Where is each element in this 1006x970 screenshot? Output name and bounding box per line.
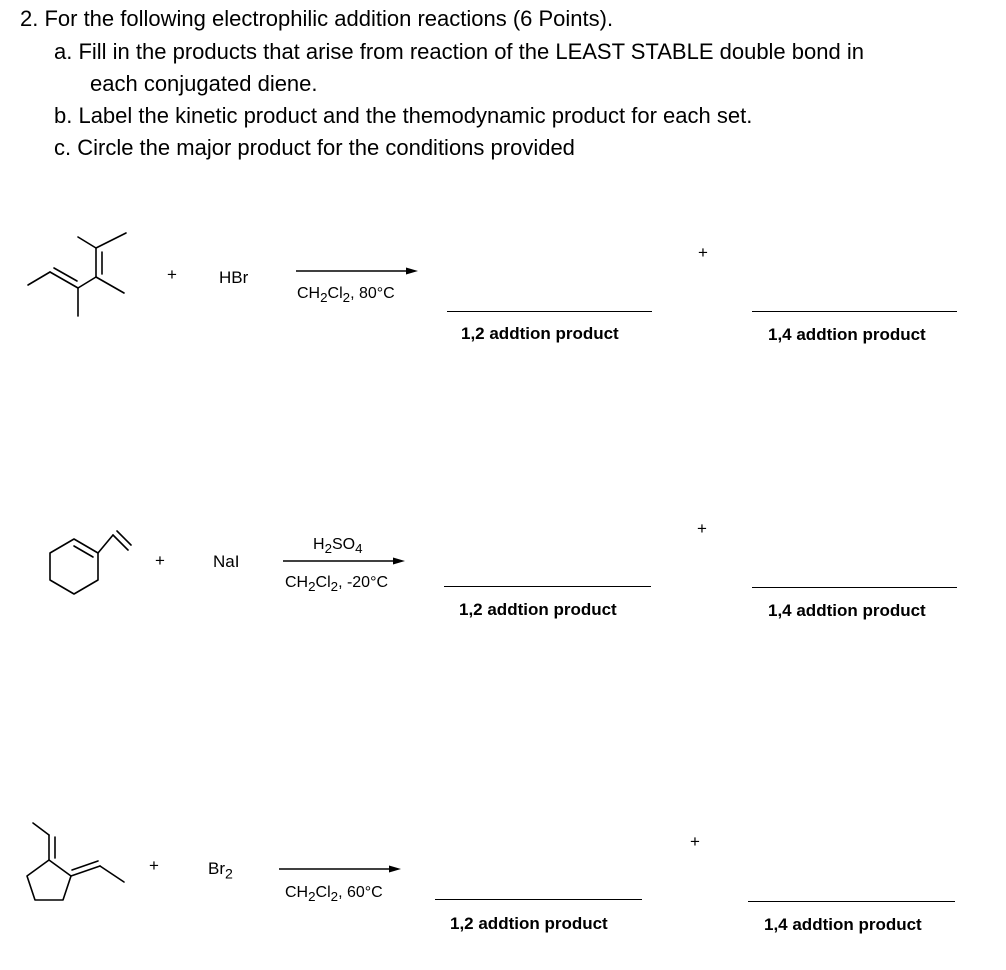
reaction-1-plus: + (167, 265, 177, 284)
reaction-3-reagent: $Br_2$ (208, 859, 233, 883)
reaction-3-label-14: 1,4 addtion product (764, 915, 922, 934)
reaction-3-answer-line-14[interactable] (748, 901, 955, 902)
reaction-3-label-12: 1,2 addtion product (450, 914, 608, 933)
reaction-2-label-12: 1,2 addtion product (459, 600, 617, 619)
reaction-2-label-14: 1,4 addtion product (768, 601, 926, 620)
reaction-1-reagent: HBr (219, 268, 249, 287)
reaction-2-conditions: $CH_2Cl_2$, -20°C (285, 574, 389, 595)
reaction-3-answer-line-12[interactable] (435, 899, 642, 900)
instruction-a-line2: each conjugated diene. (90, 71, 318, 96)
reaction-2-product-plus: + (697, 519, 707, 538)
reaction-2-catalyst: $H_2SO_4$ (313, 536, 363, 557)
instruction-a-line1: a. Fill in the products that arise from reaction of the LEAST STABLE double bond in (54, 39, 864, 64)
reaction-1-label-12: 1,2 addtion product (461, 324, 619, 343)
reaction-3-product-plus: + (690, 832, 700, 851)
reaction-2-plus: + (155, 551, 165, 570)
reaction-3-arrow (279, 863, 405, 875)
question-heading: 2. For the following electrophilic addition reactions (6 Points). (20, 6, 614, 31)
reaction-1-label-14: 1,4 addtion product (768, 325, 926, 344)
instruction-b: b. Label the kinetic product and the themodynamic product for each set. (54, 103, 753, 128)
reaction-1-product-plus: + (698, 243, 708, 262)
reaction-3-conditions: $CH_2Cl_2$, 60°C (285, 884, 383, 905)
reaction-1-conditions: $CH_2Cl_2$, 80°C (297, 285, 395, 306)
reaction-2-reagent: NaI (213, 552, 240, 571)
reaction-3-plus: + (149, 856, 159, 875)
instruction-c: c. Circle the major product for the conditions provided (54, 135, 575, 160)
